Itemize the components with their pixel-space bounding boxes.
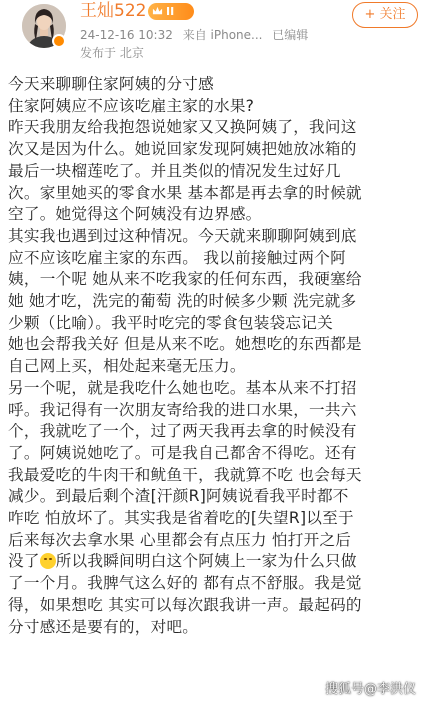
username[interactable]: 王灿522 <box>80 1 147 21</box>
post-line: 次。家里她买的零食水果 基本都是再去拿的时候就 <box>8 183 362 202</box>
post-line: 住家阿姨应不应该吃雇主家的水果? <box>8 96 255 115</box>
sad-face-emoji-icon <box>40 553 56 569</box>
post-line: 她也会帮我关好 但是从来不吃。她想吃的东西都是 <box>8 335 362 354</box>
crown-icon <box>152 6 163 17</box>
post-line-end: 所以我瞬间明白这个阿姨上一家为什么只做 <box>55 552 357 571</box>
post-header <box>0 0 426 70</box>
post-line: 昨天我朋友给我抱怨说她家又又换阿姨了，我问这 <box>8 118 357 137</box>
post-line: 减少。到最后剩个渣[汗颜R]阿姨说看我平时都不 <box>8 487 349 506</box>
post-location: 发布于 北京 <box>80 46 144 60</box>
post-line: 次又是因为什么。她说回家发现阿姨把她放冰箱的 <box>8 140 357 159</box>
post-line: 呼。我记得有一次朋友寄给我的进口水果，一共六 <box>8 400 357 419</box>
post-line: 另一个呢，就是我吃什么她也吃。基本从来不打招 <box>8 378 357 397</box>
post-line: 少颗（比喻）。我平时吃完的零食包装袋忘记关 <box>8 313 333 332</box>
post-line: 其实我也遇到过这种情况。今天就来聊聊阿姨到底 <box>8 226 357 245</box>
post-line: 空了。她觉得这个阿姨没有边界感。 <box>8 205 262 224</box>
post-line: 分寸感还是要有的，对吧。 <box>8 617 199 636</box>
post-line-start: 没了 <box>8 552 40 571</box>
watermark: 搜狐号@李洪仪 <box>324 682 416 697</box>
post-line: 后来每次去拿水果 心里都会有点压力 怕打开之后 <box>8 530 352 549</box>
edited-label[interactable]: 已编辑 <box>272 28 309 42</box>
post-line: 个，我就吃了一个，过了两天我再去拿的时候没有 <box>8 422 357 441</box>
vip-badge <box>148 3 194 20</box>
post-line: 了。阿姨说她吃了。可是我自己都舍不得吃。还有 <box>8 443 357 462</box>
post-line: 姨，一个呢 她从来不吃我家的任何东西，我硬塞给 <box>8 270 362 289</box>
post-line: 自己网上买，相处起来毫无压力。 <box>8 357 246 376</box>
post-line: 她 她才吃，洗完的葡萄 洗的时候多少颗 洗完就多 <box>8 292 357 311</box>
post-timestamp: 24-12-16 10:32 <box>80 28 173 42</box>
follow-button[interactable]: + 关注 <box>352 2 418 28</box>
post-line: 了一个月。我脾气这么好的 都有点不舒服。我是觉 <box>8 574 362 593</box>
post-line: 咋吃 怕放坏了。其实我是省着吃的[失望R]以至于 <box>8 509 354 528</box>
post-content <box>8 74 422 638</box>
post-line: 今天来聊聊住家阿姨的分寸感 <box>8 75 214 93</box>
post-line: 最后一块榴莲吃了。并且类似的情况发生过好几 <box>8 161 341 180</box>
post-line: 应不应该吃雇主家的东西。 我以前接触过两个阿 <box>8 248 346 267</box>
post-line: 得，如果想吃 其实可以每次跟我讲一声。最起码的 <box>8 595 362 614</box>
post-source: 来自 iPhone... <box>182 28 263 42</box>
post-line <box>8 551 422 573</box>
post-line: 我最爱吃的牛肉干和鱿鱼干，我就算不吃 也会每天 <box>8 465 362 484</box>
post-meta <box>80 27 314 43</box>
vip-level: II <box>166 5 175 18</box>
verified-badge-icon <box>52 34 66 48</box>
